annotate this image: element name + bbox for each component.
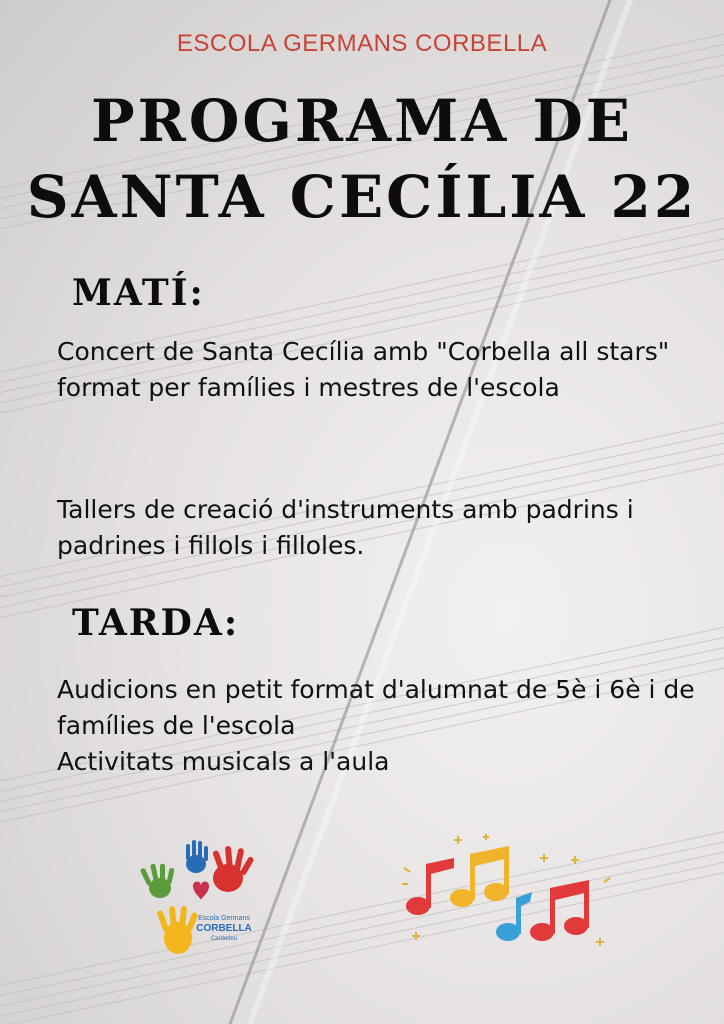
logo-line3: Cardedeu (210, 936, 238, 942)
afternoon-item-auditions: Audicions en petit format d'alumnat de 5è i 6è i de famílies de l'escola (57, 675, 695, 740)
morning-item-concert: Concert de Santa Cecília amb "Corbella all stars" format per famílies i mestres de l'escola (57, 337, 670, 402)
logo-line1: Escola Germans (198, 915, 250, 922)
music-notes-icon (392, 828, 622, 958)
morning-heading: MATÍ: (72, 272, 205, 314)
logo-line2: CORBELLA (196, 923, 252, 934)
hands-logo-icon (138, 838, 268, 968)
afternoon-item-activities: Activitats musicals a l'aula (57, 747, 390, 776)
school-name: ESCOLA GERMANS CORBELLA (176, 30, 548, 57)
page-title-line2: SANTA CECÍLIA 22 (26, 163, 698, 231)
afternoon-heading: TARDA: (72, 602, 240, 644)
morning-item-workshops: Tallers de creació d'instruments amb padrins i padrines i fillols i filloles. (57, 495, 634, 560)
page-title-line1: PROGRAMA DE (91, 87, 633, 155)
